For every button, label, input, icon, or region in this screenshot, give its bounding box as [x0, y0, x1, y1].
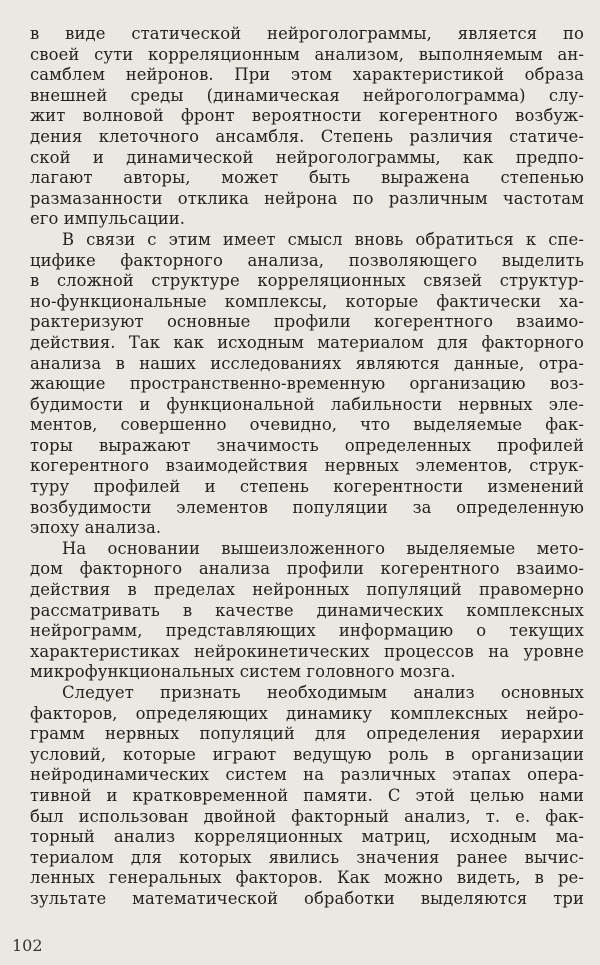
- text-line: дом факторного анализа профили когерентного взаимо-: [30, 559, 584, 579]
- text-line: факторов, определяющих динамику комплексных нейро-: [30, 703, 584, 723]
- text-line: был использован двойной факторный анализ, т. е. фак-: [30, 806, 584, 826]
- text-line: ментов, совершенно очевидно, что выделяемые фак-: [30, 415, 584, 435]
- text-line: внешней среды (динамическая нейроголограмма) слу-: [30, 85, 584, 105]
- text-line: но-функциональные комплексы, которые фактически ха-: [30, 291, 584, 311]
- page-number: 102: [12, 936, 43, 955]
- text-line: Следует признать необходимым анализ основных: [62, 683, 584, 702]
- text-line: торный анализ корреляционных матриц, исходным ма-: [30, 827, 584, 847]
- text-line: условий, которые играют ведущую роль в организации: [30, 744, 584, 764]
- text-line: жающие пространственно-временную организацию воз-: [30, 374, 584, 394]
- text-line: характеристиках нейрокинетических процессов на уровне: [30, 641, 584, 661]
- text-line: ской и динамической нейроголограммы, как предпо-: [30, 147, 584, 167]
- text-line: в сложной структуре корреляционных связей структур-: [30, 271, 584, 291]
- text-line: в виде статической нейроголограммы, является по: [30, 24, 584, 43]
- text-line: эпоху анализа.: [30, 518, 162, 538]
- text-line: возбудимости элементов популяции за определенную: [30, 497, 584, 517]
- text-line: цифике факторного анализа, позволяющего выделить: [30, 250, 584, 270]
- text-line: когерентного взаимодействия нервных элементов, струк-: [30, 456, 584, 476]
- text-line: действия. Так как исходным материалом для факторного: [30, 332, 584, 352]
- text-line: тивной и кратковременной памяти. С этой целью нами: [30, 785, 584, 805]
- text-line: грамм нервных популяций для определения иерархии: [30, 724, 584, 744]
- text-line: нейрограмм, представляющих информацию о текущих: [30, 621, 584, 641]
- text-line: рассматривать в качестве динамических комплексных: [30, 600, 584, 620]
- text-line: В связи с этим имеет смысл вновь обратиться к спе-: [62, 229, 584, 249]
- text-line: его импульсации.: [30, 209, 186, 229]
- text-line: дения клеточного ансамбля. Степень различия статиче-: [30, 126, 584, 146]
- text-line: нейродинамических систем на различных этапах опера-: [30, 765, 584, 785]
- text-line: рактеризуют основные профили когерентного взаимо-: [30, 312, 584, 332]
- text-line: ленных генеральных факторов. Как можно видеть, в ре-: [30, 868, 584, 888]
- text-line: размазанности отклика нейрона по различным частотам: [30, 188, 584, 208]
- text-line: своей сути корреляционным анализом, выполняемым ан-: [30, 44, 584, 64]
- text-line: лагают авторы, может быть выражена степенью: [30, 168, 584, 188]
- text-line: териалом для которых явились значения ранее вычис-: [30, 847, 584, 867]
- text-line: торы выражают значимость определенных профилей: [30, 435, 584, 455]
- text-line: действия в пределах нейронных популяций правомерно: [30, 580, 584, 600]
- body-text: [30, 24, 584, 910]
- text-line: жит волновой фронт вероятности когерентного возбуж-: [30, 106, 584, 126]
- text-line: анализа в наших исследованиях являются данные, отра-: [30, 353, 584, 373]
- text-line: На основании вышеизложенного выделяемые мето-: [62, 538, 584, 558]
- text-line: самблем нейронов. При этом характеристикой образа: [30, 65, 584, 85]
- text-line: туру профилей и степень когерентности изменений: [30, 477, 584, 497]
- text-line: зультате математической обработки выделяются три: [30, 888, 584, 908]
- text-line: будимости и функциональной лабильности нервных эле-: [30, 394, 584, 414]
- text-line: микрофункциональных систем головного мозга.: [30, 662, 456, 682]
